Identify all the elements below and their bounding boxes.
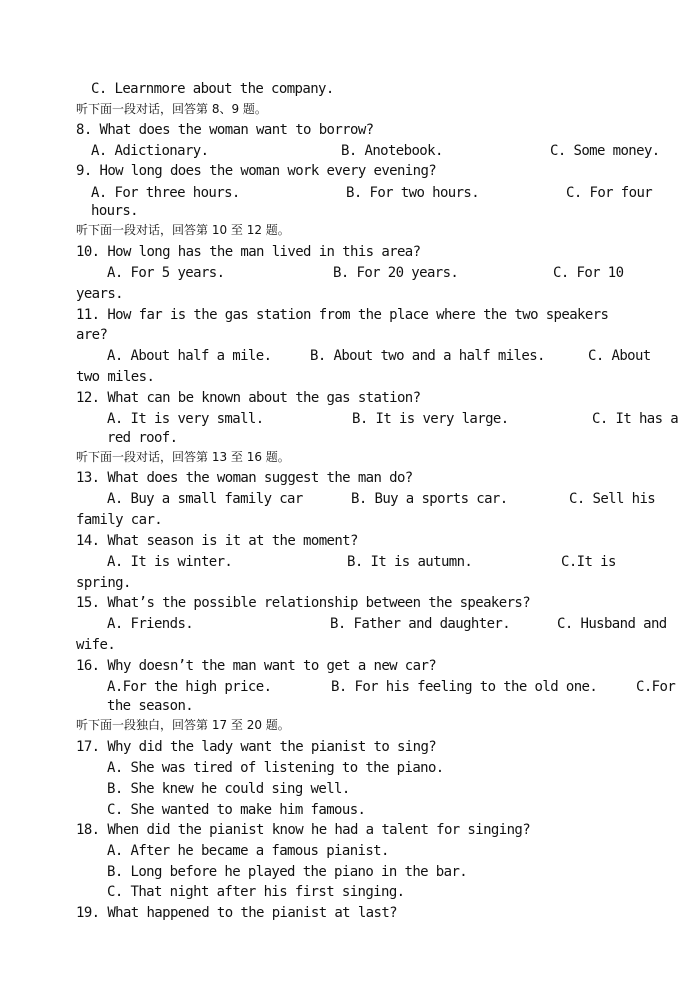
q14-option-a: A. It is winter.: [107, 554, 233, 570]
q16-stem: 16. Why doesn’t the man want to get a new car?: [76, 658, 437, 674]
q13-stem: 13. What does the woman suggest the man do?: [76, 470, 413, 486]
q13-option-a: A. Buy a small family car: [107, 491, 303, 507]
q11-option-a: A. About half a mile.: [107, 348, 272, 364]
q12-option-c-cont: red roof.: [107, 430, 178, 446]
q16-option-a: A.For the high price.: [107, 679, 272, 695]
instruction-q10-12: 听下面一段对话，回答第 10 至 12 题。: [76, 223, 290, 237]
q9-option-c-cont: hours.: [91, 203, 138, 219]
q8-option-b: B. Anotebook.: [341, 143, 443, 159]
q11-option-c: C. About: [588, 348, 651, 364]
q10-stem: 10. How long has the man lived in this area?: [76, 244, 421, 260]
q11-option-b: B. About two and a half miles.: [310, 348, 545, 364]
q7-option-c: C. Learnmore about the company.: [91, 81, 334, 97]
q16-option-b: B. For his feeling to the old one.: [331, 679, 598, 695]
q19-stem: 19. What happened to the pianist at last?: [76, 905, 397, 921]
q18-option-a: A. After he became a famous pianist.: [107, 843, 389, 859]
q17-stem: 17. Why did the lady want the pianist to sing?: [76, 739, 437, 755]
q16-option-c-cont: the season.: [107, 698, 194, 714]
instruction-q8-9: 听下面一段对话，回答第 8、9 题。: [76, 102, 267, 116]
q14-option-b: B. It is autumn.: [347, 554, 473, 570]
q16-option-c: C.For: [636, 679, 676, 695]
q14-option-c-cont: spring.: [76, 575, 131, 591]
q14-option-c: C.It is: [561, 554, 616, 570]
q15-option-c: C. Husband and: [557, 616, 667, 632]
q10-option-c: C. For 10: [553, 265, 624, 281]
q10-option-a: A. For 5 years.: [107, 265, 225, 281]
instruction-q13-16: 听下面一段对话，回答第 13 至 16 题。: [76, 450, 290, 464]
q18-stem: 18. When did the pianist know he had a talent for singing?: [76, 822, 531, 838]
q11-stem-cont: are?: [76, 327, 108, 343]
q10-option-c-cont: years.: [76, 286, 123, 302]
q13-option-b: B. Buy a sports car.: [351, 491, 508, 507]
q11-stem: 11. How far is the gas station from the place where the two speakers: [76, 307, 609, 323]
q8-option-c: C. Some money.: [550, 143, 660, 159]
instruction-q17-20: 听下面一段独白，回答第 17 至 20 题。: [76, 718, 290, 732]
q9-stem: 9. How long does the woman work every evening?: [76, 163, 437, 179]
q15-option-a: A. Friends.: [107, 616, 194, 632]
q15-stem: 15. What’s the possible relationship between the speakers?: [76, 595, 531, 611]
q17-option-c: C. She wanted to make him famous.: [107, 802, 366, 818]
q8-option-a: A. Adictionary.: [91, 143, 209, 159]
q13-option-c-cont: family car.: [76, 512, 163, 528]
q11-option-c-cont: two miles.: [76, 369, 155, 385]
q12-option-c: C. It has a: [592, 411, 679, 427]
q9-option-b: B. For two hours.: [346, 185, 480, 201]
q15-option-c-cont: wife.: [76, 637, 116, 653]
q12-option-a: A. It is very small.: [107, 411, 264, 427]
q9-option-c: C. For four: [566, 185, 653, 201]
q8-stem: 8. What does the woman want to borrow?: [76, 122, 374, 138]
q12-stem: 12. What can be known about the gas station?: [76, 390, 421, 406]
q17-option-b: B. She knew he could sing well.: [107, 781, 350, 797]
q10-option-b: B. For 20 years.: [333, 265, 459, 281]
q17-option-a: A. She was tired of listening to the piano.: [107, 760, 444, 776]
q12-option-b: B. It is very large.: [352, 411, 509, 427]
q18-option-b: B. Long before he played the piano in the bar.: [107, 864, 468, 880]
q13-option-c: C. Sell his: [569, 491, 656, 507]
q14-stem: 14. What season is it at the moment?: [76, 533, 358, 549]
q18-option-c: C. That night after his first singing.: [107, 884, 405, 900]
q15-option-b: B. Father and daughter.: [330, 616, 511, 632]
q9-option-a: A. For three hours.: [91, 185, 240, 201]
